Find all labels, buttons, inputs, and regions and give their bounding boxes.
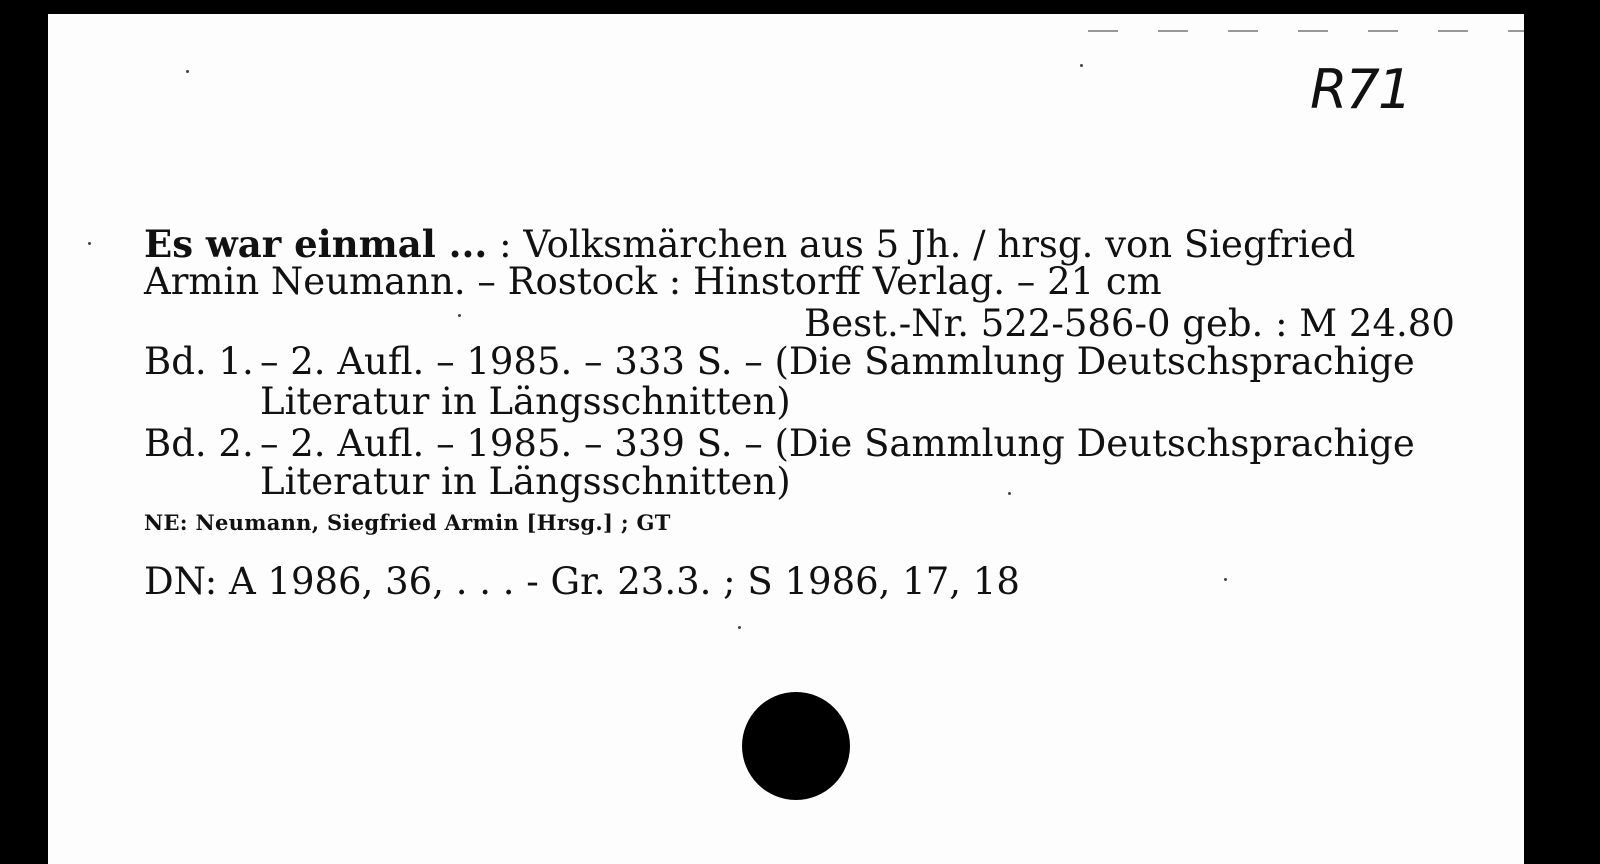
entry-title: Es war einmal ... bbox=[144, 222, 488, 266]
speck bbox=[1224, 578, 1227, 581]
shelfmark-handwritten: R71 bbox=[1310, 58, 1411, 121]
volume-2-series: Literatur in Längsschnitten) bbox=[260, 460, 791, 503]
speck bbox=[458, 314, 461, 317]
speck bbox=[186, 70, 189, 73]
ne-note: NE: Neumann, Siegfried Armin [Hrsg.] ; GT bbox=[144, 510, 671, 535]
entry-imprint: Armin Neumann. – Rostock : Hinstorff Verlag. – 21 cm bbox=[144, 260, 1162, 303]
speck bbox=[738, 626, 741, 629]
entry-subtitle: : Volksmärchen aus 5 Jh. / hrsg. von Siegfried bbox=[487, 223, 1356, 266]
volume-2-details: – 2. Aufl. – 1985. – 339 S. – (Die Sammlung Deutschsprachige bbox=[260, 422, 1415, 465]
speck bbox=[1008, 492, 1011, 495]
volume-1-label: Bd. 1. bbox=[144, 340, 254, 383]
speck bbox=[1080, 64, 1083, 67]
order-info: Best.-Nr. 522-586-0 geb. : M 24.80 bbox=[804, 302, 1455, 345]
dn-note: DN: A 1986, 36, . . . - Gr. 23.3. ; S 1986, 17, 18 bbox=[144, 560, 1020, 603]
scan-border bbox=[1524, 0, 1600, 864]
volume-1-details: – 2. Aufl. – 1985. – 333 S. – (Die Sammlung Deutschsprachige bbox=[260, 340, 1415, 383]
punch-hole bbox=[742, 692, 850, 800]
volume-2-label: Bd. 2. bbox=[144, 422, 254, 465]
entry-title-line bbox=[144, 224, 1355, 265]
volume-1-series: Literatur in Längsschnitten) bbox=[260, 380, 791, 423]
speck bbox=[88, 242, 91, 245]
top-edge-marks bbox=[1088, 30, 1538, 32]
